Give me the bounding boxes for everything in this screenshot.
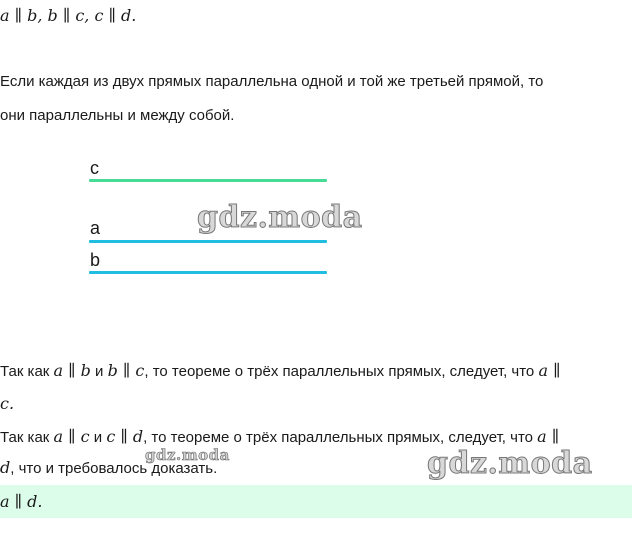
step2-prefix: Так как [0,429,54,446]
step2-line-1 [0,427,559,446]
line-label-c: c [90,158,99,178]
step2-conj: и [89,429,107,446]
step1-suffix: , то теореме о трёх параллельных прямых, следует, что [144,363,539,380]
given-formula: a ∥ b, b ∥ c, c ∥ d. [0,6,137,25]
line-label-b: b [90,250,101,270]
step2-math-3: a ∥ [537,427,560,446]
line-label-a: a [90,218,101,238]
rule-text-line-1: Если каждая из двух прямых параллельна одной и той же третьей прямой, то [0,73,544,90]
line-a [89,240,327,243]
step2-suffix: , то теореме о трёх параллельных прямых, следует, что [143,429,538,446]
line-c [89,179,327,182]
step1-prefix: Так как [0,363,54,380]
step1-line-2: c. [0,394,15,413]
step1-math-3: a ∥ [538,361,561,380]
step2-conclusion: , что и требовалось доказать. [10,460,218,477]
answer-formula: a ∥ d. [0,492,43,511]
step1-math-2: b ∥ c [107,361,145,380]
step1-math-1: a ∥ b [53,361,91,380]
rule-text-line-2: они параллельны и между собой. [0,107,235,124]
watermark: gdz.moda [197,200,363,235]
step1-conj: и [90,363,108,380]
step2-math-4: d [0,458,11,477]
watermark: gdz.moda [427,446,593,481]
line-b [89,271,327,274]
step2-math-2: c ∥ d [106,427,144,446]
step1-line-1 [0,361,560,380]
answer-box [0,485,632,518]
step2-math-1: a ∥ c [53,427,90,446]
watermark: gdz.moda [145,446,230,464]
